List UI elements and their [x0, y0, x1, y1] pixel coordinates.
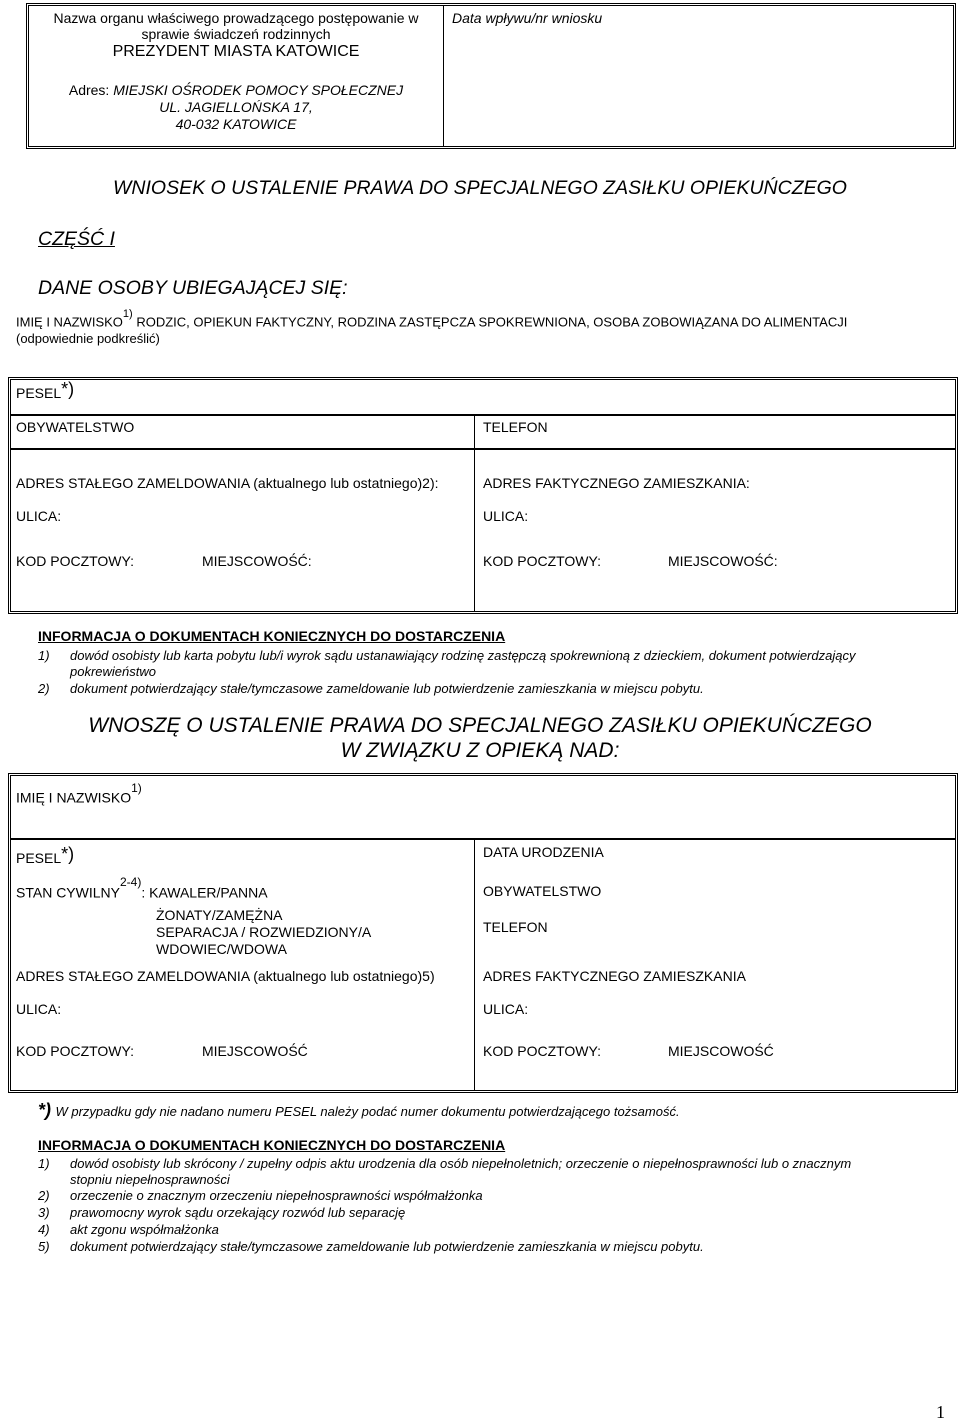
- applicant-reg-address-label: ADRES STAŁEGO ZAMELDOWANIA (aktualnego lub ostatniego)2):: [16, 475, 439, 491]
- applicant-actual-city-label[interactable]: MIEJSCOWOŚĆ:: [668, 553, 778, 569]
- docs2-item-1-line1: dowód osobisty lub skrócony / zupełny odpis aktu urodzenia dla osób niepełnoletnich; orzeczenie o niepełnosprawności lub o znacznym: [70, 1156, 852, 1171]
- docs1-num-2: 2): [38, 681, 50, 696]
- organ-block: [29, 10, 443, 61]
- recipient-pesel-label: PESEL: [16, 850, 62, 866]
- header-box: [26, 3, 956, 149]
- recipient-actual-postcode-label[interactable]: KOD POCZTOWY:: [483, 1043, 601, 1059]
- applicant-role-hint: (odpowiednie podkreślić): [16, 331, 160, 346]
- recipient-phone-label[interactable]: TELEFON: [483, 919, 548, 935]
- marital-option-single[interactable]: : KAWALER/PANNA: [141, 884, 268, 901]
- docs2-num-3: 3): [38, 1205, 50, 1220]
- header-divider: [443, 6, 444, 146]
- docs2-item-5: dokument potwierdzający stałe/tymczasowe zameldowanie lub potwierdzenie zamieszkania w miejscu pobytu.: [70, 1239, 704, 1254]
- applicant-pesel-mark: *): [61, 379, 75, 399]
- recipient-pesel-field[interactable]: [16, 844, 75, 868]
- applicant-actual-street-label[interactable]: ULICA:: [483, 508, 529, 524]
- address-line2: UL. JAGIELLOŃSKA 17,: [159, 99, 313, 115]
- docs2-title: INFORMACJA O DOKUMENTACH KONIECZNYCH DO DOSTARCZENIA: [38, 1137, 506, 1153]
- recipient-actual-street-label[interactable]: ULICA:: [483, 1001, 529, 1017]
- docs2-item-4: akt zgonu współmałżonka: [70, 1222, 219, 1237]
- applicant-pesel-field[interactable]: [16, 379, 75, 403]
- form-title: WNIOSEK O USTALENIE PRAWA DO SPECJALNEGO ZASIŁKU OPIEKUŃCZEGO: [113, 177, 847, 199]
- recipient-name-label: IMIĘ I NAZWISKO: [16, 789, 132, 806]
- organ-line1: Nazwa organu właściwego prowadzącego postępowanie w: [53, 10, 419, 26]
- docs2-item-1: [70, 1156, 950, 1188]
- docs1-num-1: 1): [38, 648, 50, 663]
- receipt-label: Data wpływu/nr wniosku: [452, 10, 603, 26]
- request-title-line2: W ZWIĄZKU Z OPIEKĄ NAD:: [340, 739, 620, 762]
- recipient-marital-block: [16, 875, 268, 902]
- marital-option-married[interactable]: ŻONATY/ZAMĘŻNA: [156, 907, 283, 923]
- recipient-reg-address-label: ADRES STAŁEGO ZAMELDOWANIA (aktualnego lub ostatniego)5): [16, 968, 435, 984]
- docs2-item-3: prawomocny wyrok sądu orzekający rozwód lub separację: [70, 1205, 406, 1220]
- address-line1: MIEJSKI OŚRODEK POMOCY SPOŁECZNEJ: [113, 82, 404, 98]
- applicant-name-label: IMIĘ I NAZWISKO: [16, 314, 123, 330]
- request-title: [40, 713, 920, 763]
- pesel-footnote: [38, 1100, 680, 1121]
- column-divider: [474, 414, 475, 611]
- organ-name: PREZYDENT MIASTA KATOWICE: [112, 43, 360, 60]
- marital-option-widowed[interactable]: WDOWIEC/WDOWA: [156, 941, 287, 957]
- address-block: [29, 82, 443, 133]
- applicant-reg-street-label[interactable]: ULICA:: [16, 508, 62, 524]
- applicant-data-box: [8, 377, 958, 614]
- address-label: Adres:: [68, 82, 110, 98]
- recipient-name-sup: 1): [131, 781, 142, 795]
- part-label: CZĘŚĆ I: [38, 228, 115, 250]
- column-divider: [474, 838, 475, 1090]
- applicant-reg-postcode-label[interactable]: KOD POCZTOWY:: [16, 553, 134, 569]
- docs1-item-1-line1: dowód osobisty lub karta pobytu lub/i wyrok sądu ustanawiający rodzinę zastępczą spokrewnioną z dzieckiem, dokument potwierdzający: [70, 648, 856, 663]
- row-divider: [11, 448, 955, 450]
- docs2-num-1: 1): [38, 1156, 50, 1171]
- docs2-item-2: orzeczenie o znacznym orzeczeniu niepełnosprawności współmałżonka: [70, 1188, 483, 1203]
- recipient-marital-sup: 2-4): [119, 875, 142, 889]
- footnote-mark: *): [38, 1100, 51, 1120]
- docs1-title: INFORMACJA O DOKUMENTACH KONIECZNYCH DO DOSTARCZENIA: [38, 628, 506, 644]
- applicant-phone-label[interactable]: TELEFON: [483, 419, 548, 435]
- recipient-dob-label[interactable]: DATA URODZENIA: [483, 844, 604, 860]
- recipient-actual-city-label[interactable]: MIEJSCOWOŚĆ: [668, 1043, 774, 1059]
- request-title-line1: WNOSZĘ O USTALENIE PRAWA DO SPECJALNEGO ZASIŁKU OPIEKUŃCZEGO: [88, 714, 872, 737]
- recipient-reg-postcode-label[interactable]: KOD POCZTOWY:: [16, 1043, 134, 1059]
- docs1-item-2: dokument potwierdzający stałe/tymczasowe zameldowanie lub potwierdzenie zamieszkania w miejscu pobytu.: [70, 681, 704, 696]
- docs1-item-1-line2: pokrewieństwo: [70, 664, 156, 679]
- recipient-reg-street-label[interactable]: ULICA:: [16, 1001, 62, 1017]
- applicant-actual-postcode-label[interactable]: KOD POCZTOWY:: [483, 553, 601, 569]
- recipient-marital-label: STAN CYWILNY: [16, 884, 120, 901]
- applicant-role-options[interactable]: RODZIC, OPIEKUN FAKTYCZNY, RODZINA ZASTĘPCZA SPOKREWNIONA, OSOBA ZOBOWIĄZANA DO ALIMENTACJI: [136, 314, 848, 330]
- recipient-citizenship-label[interactable]: OBYWATELSTWO: [483, 883, 602, 899]
- marital-option-separated[interactable]: SEPARACJA / ROZWIEDZIONY/A: [156, 924, 372, 940]
- docs1-item-1: [70, 648, 950, 680]
- footnote-text: W przypadku gdy nie nadano numeru PESEL należy podać numer dokumentu potwierdzającego tożsamość.: [55, 1104, 680, 1119]
- applicant-name-row: [16, 308, 956, 330]
- docs2-item-1-line2: stopniu niepełnosprawności: [70, 1172, 230, 1187]
- row-divider: [11, 838, 955, 840]
- recipient-marital-options: [156, 907, 371, 958]
- applicant-name-sup: 1): [122, 308, 133, 320]
- row-divider: [11, 414, 955, 416]
- docs2-num-5: 5): [38, 1239, 50, 1254]
- address-line3: 40-032 KATOWICE: [175, 116, 297, 132]
- applicant-actual-address-label: ADRES FAKTYCZNEGO ZAMIESZKANIA:: [483, 475, 750, 491]
- applicant-citizenship-label[interactable]: OBYWATELSTWO: [16, 419, 135, 435]
- applicant-pesel-label: PESEL: [16, 385, 62, 401]
- docs2-num-2: 2): [38, 1188, 50, 1203]
- applicant-reg-city-label[interactable]: MIEJSCOWOŚĆ:: [202, 553, 312, 569]
- page-number: 1: [936, 1402, 945, 1422]
- docs2-num-4: 4): [38, 1222, 50, 1237]
- recipient-name-field[interactable]: [16, 781, 142, 806]
- section-title: DANE OSOBY UBIEGAJĄCEJ SIĘ:: [38, 277, 348, 299]
- organ-line2: sprawie świadczeń rodzinnych: [141, 26, 331, 42]
- recipient-data-box: [8, 773, 958, 1093]
- recipient-pesel-mark: *): [61, 844, 75, 864]
- recipient-actual-address-label: ADRES FAKTYCZNEGO ZAMIESZKANIA: [483, 968, 746, 984]
- recipient-reg-city-label[interactable]: MIEJSCOWOŚĆ: [202, 1043, 308, 1059]
